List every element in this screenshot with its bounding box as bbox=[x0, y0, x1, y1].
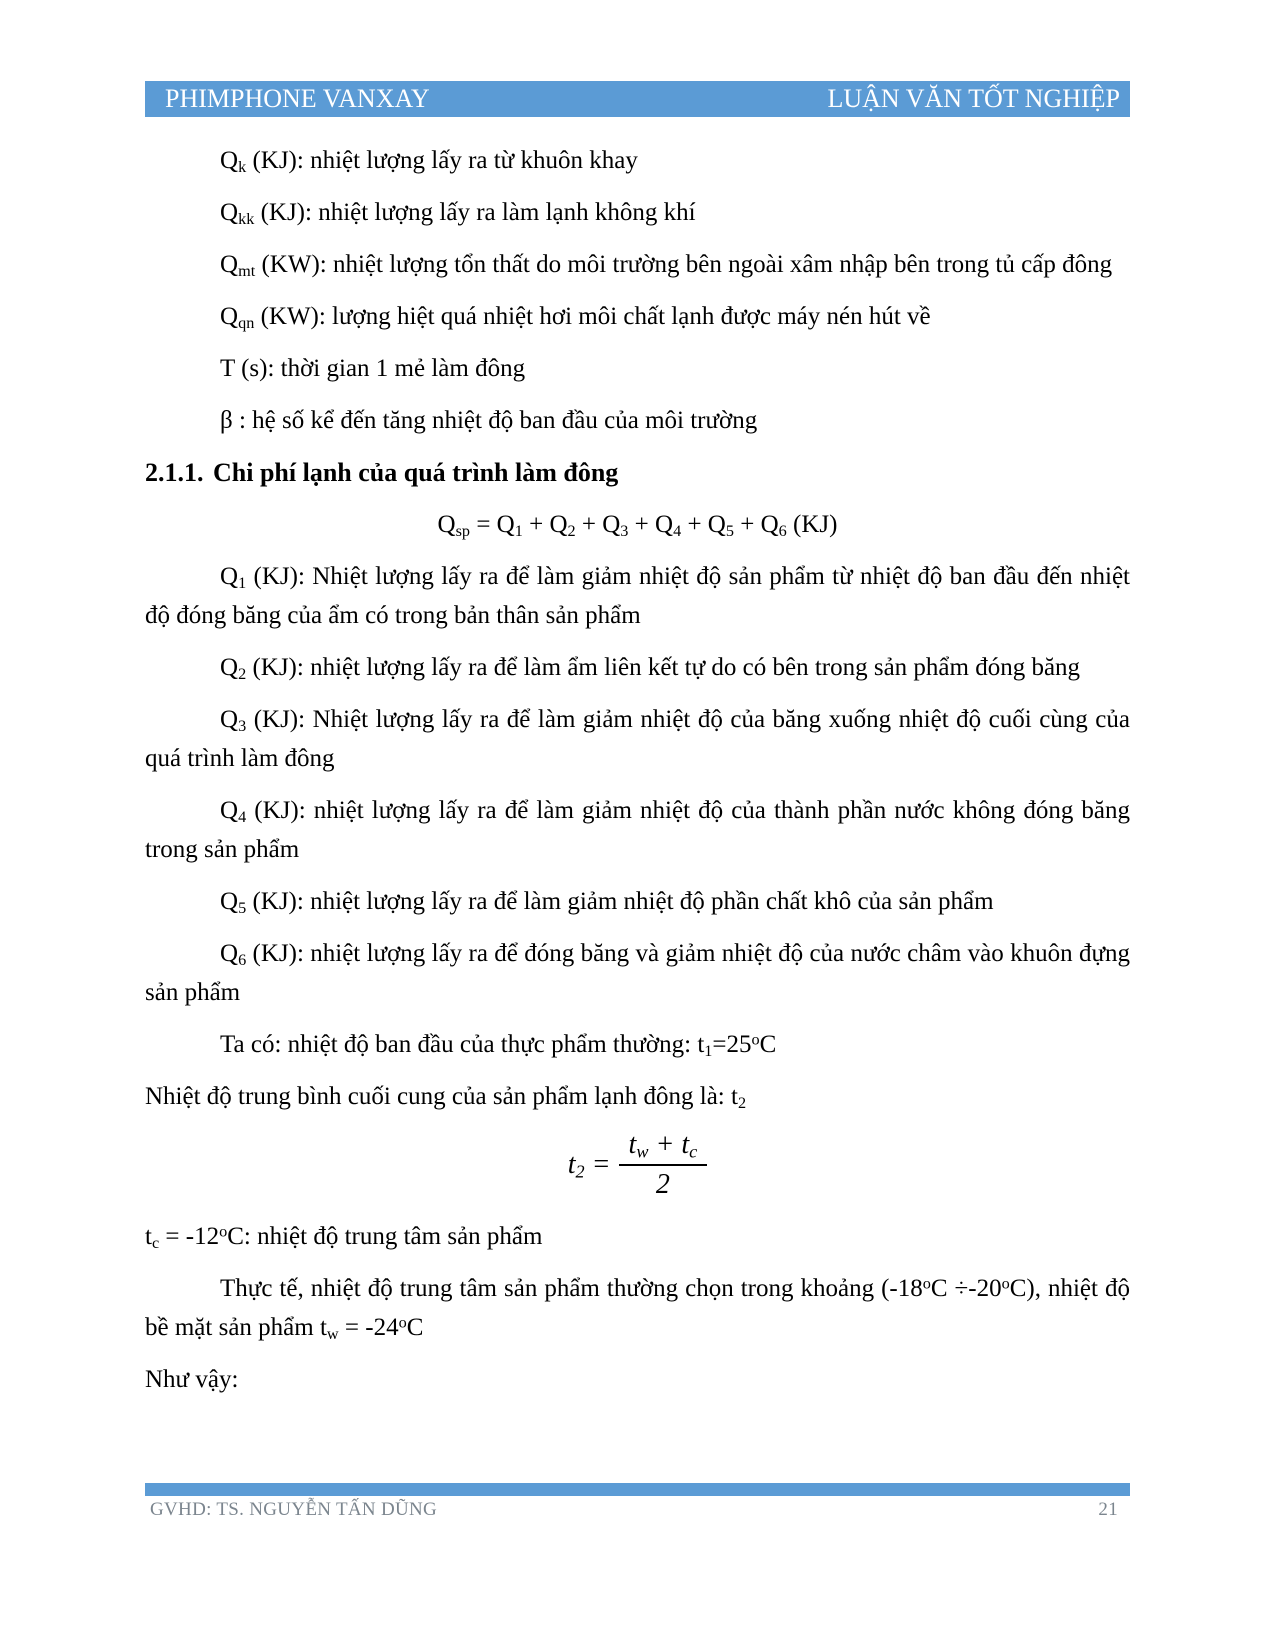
line-initial-temp: Ta có: nhiệt độ ban đầu của thực phẩm thường: $t_1=25^oC$ bbox=[220, 1030, 777, 1061]
definition-qkk: $Q_{kk}$ (KJ): nhiệt lượng lấy ra làm lạnh không khí bbox=[220, 199, 696, 229]
paragraph-q3: $Q_3$ (KJ): Nhiệt lượng lấy ra để làm giảm nhiệt độ của băng xuống nhiệt độ cuối cùng của quá trình làm đông bbox=[145, 706, 1130, 772]
definition-qmt: $Q_{mt}$ (KW): nhiệt lượng tổn thất do môi trường bên ngoài xâm nhập bên trong tủ cấp đông bbox=[220, 251, 1113, 281]
page-header-bar bbox=[145, 81, 1130, 117]
header-doc-title: LUẬN VĂN TỐT NGHIỆP bbox=[827, 84, 1120, 113]
paragraph-q6: $Q_6$ (KJ): nhiệt lượng lấy ra để đóng băng và giảm nhiệt độ của nước châm vào khuôn đựng sản phẩm bbox=[145, 940, 1130, 1006]
formula-t2-fraction bbox=[619, 1129, 708, 1201]
definition-qqn: $Q_{qn}$ (KW): lượng hiệt quá nhiệt hơi môi chất lạnh được máy nén hút về bbox=[220, 303, 931, 333]
section-number: 2.1.1. bbox=[145, 458, 204, 487]
header-author: PHIMPHONE VANXAY bbox=[165, 84, 430, 113]
section-title: Chi phí lạnh của quá trình làm đông bbox=[213, 458, 619, 487]
paragraph-q1: $Q_1$ (KJ): Nhiệt lượng lấy ra để làm giảm nhiệt độ sản phẩm từ nhiệt độ ban đầu đến nhiệt độ đóng băng của ẩm có trong bản thân sản phẩm bbox=[145, 563, 1130, 629]
definition-time: T (s): thời gian 1 mẻ làm đông bbox=[220, 355, 526, 382]
page-footer bbox=[145, 1499, 1130, 1521]
line-average-temp: Nhiệt độ trung bình cuối cung của sản phẩm lạnh đông là: $t_2$ bbox=[145, 1083, 747, 1113]
formula-t2-numerator: $t_w + t_c$ bbox=[619, 1129, 708, 1166]
formula-t2-row bbox=[568, 1129, 707, 1201]
definition-qk: $Q_k$ (KJ): nhiệt lượng lấy ra từ khuôn khay bbox=[220, 147, 638, 177]
definition-beta: β : hệ số kể đến tăng nhiệt độ ban đầu của môi trường bbox=[220, 407, 758, 434]
paragraph-q5: $Q_5$ (KJ): nhiệt lượng lấy ra để làm giảm nhiệt độ phần chất khô của sản phẩm bbox=[220, 888, 994, 918]
paragraph-q4: $Q_4$ (KJ): nhiệt lượng lấy ra để làm giảm nhiệt độ của thành phần nước không đóng băng trong sản phẩm bbox=[145, 797, 1130, 863]
paragraph-thucte: Thực tế, nhiệt độ trung tâm sản phẩm thường chọn trong khoảng $(-18^oC \div-20^oC)$, nhiệt độ bề mặt sản phẩm $t_w = -24^oC$ bbox=[145, 1274, 1130, 1344]
footer-rule bbox=[145, 1483, 1130, 1496]
footer-advisor: GVHD: TS. NGUYỄN TẤN DŨNG bbox=[150, 1499, 438, 1520]
formula-t2 bbox=[145, 1129, 1130, 1201]
line-tc: $t_c = -12^oC$: nhiệt độ trung tâm sản phẩm bbox=[145, 1222, 543, 1253]
section-heading bbox=[145, 453, 1130, 492]
formula-qsp: $Q_{sp} = Q_1 + Q_2 + Q_3 + Q_4 + Q_5 + Q_6$ (KJ) bbox=[437, 511, 838, 541]
paragraph-q2: $Q_2$ (KJ): nhiệt lượng lấy ra để làm ẩm liên kết tự do có bên trong sản phẩm đóng băng bbox=[220, 654, 1081, 684]
formula-t2-denominator: 2 bbox=[655, 1169, 670, 1200]
document-content bbox=[145, 141, 1130, 1412]
line-nhuvay: Như vậy: bbox=[145, 1366, 239, 1393]
formula-t2-lhs: $t_2$ = bbox=[567, 1149, 611, 1182]
page-number: 21 bbox=[1098, 1499, 1118, 1520]
